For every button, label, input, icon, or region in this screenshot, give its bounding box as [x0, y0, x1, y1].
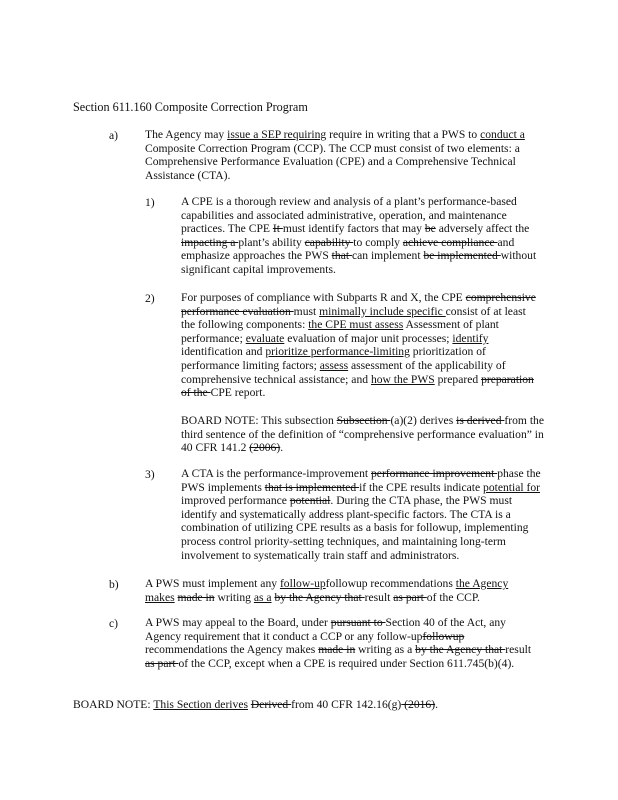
text-run: of the CCP. [426, 590, 480, 604]
deleted-text: impacting a [181, 235, 239, 249]
inserted-text: as a [253, 590, 272, 604]
item-a1-text [181, 195, 539, 277]
text-run: . [435, 698, 438, 711]
text-run: plant’s ability [238, 235, 305, 249]
text-run: improved performance [181, 494, 290, 508]
item-c-label: c) [109, 617, 119, 630]
text-run: A CPE is a thorough review and analysis of a plant’s performance-based capabilities and associated administrative, operation, and maintenance practices. The CPE [181, 195, 517, 236]
board-note-final [73, 698, 543, 712]
text-run: phase the PWS implements [181, 467, 541, 494]
text-run: must [293, 304, 320, 318]
item-c-text [145, 616, 533, 670]
text-run: prioritization of performance limiting factors; [181, 345, 486, 372]
deleted-text: pursuant to [330, 616, 386, 629]
deleted-text: potential [289, 494, 331, 508]
deleted-text: is derived [456, 414, 505, 427]
text-run: A PWS must implement any [145, 577, 280, 590]
text-run: CPE report. [210, 386, 266, 400]
inserted-text: potential for [483, 480, 541, 494]
text-run: to comply [353, 235, 403, 249]
text-run: consist of at least the following components: [181, 304, 526, 332]
deleted-text: that is implemented [264, 480, 360, 494]
inserted-text: issue a SEP requiring [227, 128, 327, 141]
deleted-text: that [331, 249, 352, 263]
text-run: The Agency may [145, 128, 228, 141]
inserted-text: minimally include specific [319, 304, 446, 318]
text-run: from 40 CFR 142.16(g) [291, 698, 402, 711]
text-run: result [364, 590, 394, 604]
inserted-text: evaluate [245, 331, 285, 345]
text-run: evaluation of major unit processes; [284, 331, 453, 345]
text-run: without significant capital improvements. [181, 249, 537, 276]
deleted-text: made in [177, 590, 215, 604]
item-a2-text [181, 291, 536, 400]
item-a3-label: 3) [145, 468, 155, 481]
item-b-text [145, 577, 533, 604]
text-run: if the CPE results indicate [359, 480, 484, 494]
item-a1-label: 1) [145, 196, 155, 209]
text-run: assessment of the applicability of comprehensive technical assistance; and [181, 358, 506, 386]
text-run: identification and [181, 345, 266, 359]
inserted-text: the Agency makes [145, 577, 509, 604]
text-run: must identify factors that may [282, 222, 425, 236]
deleted-text: be implemented [423, 249, 501, 263]
inserted-text: follow-up [279, 577, 326, 590]
inserted-text: the CPE must assess [308, 318, 404, 332]
text-run: of the CCP, except when a CPE is required under Section 611.745(b)(4). [178, 656, 515, 670]
text-run: prepared [434, 372, 482, 386]
text-run: . During the CTA phase, the PWS must identify and systematically address plant-specific factors. The CTA is a combination of utilizing CPE results as a basis for followup, implementing process control priority-setting techniques, and maintaining long-term involvement to systematically train staff and administrators. [181, 494, 529, 562]
text-run: BOARD NOTE: [73, 698, 154, 711]
deleted-text: Derived [250, 698, 292, 711]
item-a3-text [181, 467, 543, 562]
text-run: writing as a [355, 643, 416, 657]
deleted-text: by the Agency that [274, 590, 365, 604]
text-run: Assessment of plant performance; [181, 318, 499, 345]
text-run: BOARD NOTE: This subsection [181, 414, 337, 427]
deleted-text: made in [318, 643, 356, 657]
deleted-text: achieve compliance [402, 235, 498, 249]
deleted-text: comprehensive performance evaluation [181, 291, 536, 318]
text-run: A CTA is the performance-improvement [181, 467, 371, 480]
inserted-text: prioritize performance-limiting [265, 345, 410, 359]
item-b-label: b) [109, 578, 119, 591]
inserted-text: conduct a [480, 128, 525, 141]
text-run: followup recommendations [325, 577, 456, 590]
text-run: recommendations the Agency makes [145, 643, 319, 657]
text-run: result [505, 643, 532, 657]
inserted-text: identify [452, 331, 489, 345]
deleted-text: It [272, 222, 283, 236]
deleted-text: (2006) [249, 441, 281, 455]
inserted-text: assess [319, 358, 349, 372]
text-run: Composite Correction Program (CCP). The CCP must consist of two elements: a Comprehensive Performance Evaluation (CPE) and a Comprehensive Technical Assistance (CTA). [145, 141, 520, 182]
section-heading: Section 611.160 Composite Correction Program [73, 100, 308, 114]
text-run: adversely affect the [435, 222, 530, 236]
deleted-text: as part [393, 590, 427, 604]
deleted-text: be [424, 222, 436, 236]
text-run: . [280, 441, 284, 455]
item-a-text [145, 128, 543, 182]
deleted-text: as part [145, 656, 179, 670]
inserted-text: This Section derives [153, 698, 248, 711]
text-run: writing [214, 590, 254, 604]
text-run: A PWS may appeal to the Board, under [145, 616, 331, 629]
deleted-text: capability [304, 235, 354, 249]
deleted-text: by the Agency that [415, 643, 506, 657]
text-run: Section 40 of the Act, any Agency requirement that it conduct a CCP or any follow-up [145, 616, 506, 643]
deleted-text: Subsection [336, 414, 391, 427]
text-run: (a)(2) derives [390, 414, 457, 427]
text-run: from the third sentence of the definition of “comprehensive performance evaluation” in 40 CFR 141.2 [181, 414, 545, 455]
deleted-text: followup [422, 629, 465, 643]
deleted-text: preparation of the [181, 372, 534, 400]
item-a2-label: 2) [145, 292, 155, 305]
text-run: require in writing that a PWS to [326, 128, 481, 141]
item-a-label: a) [109, 129, 119, 142]
text-run: and emphasize approaches the PWS [181, 235, 515, 263]
deleted-text: (2016) [401, 698, 436, 711]
text-run: For purposes of compliance with Subparts R and X, the CPE [181, 291, 466, 304]
board-note-a2 [181, 414, 546, 455]
deleted-text: performance improvement [371, 467, 498, 480]
text-run: can implement [351, 249, 424, 263]
inserted-text: how the PWS [370, 372, 435, 386]
